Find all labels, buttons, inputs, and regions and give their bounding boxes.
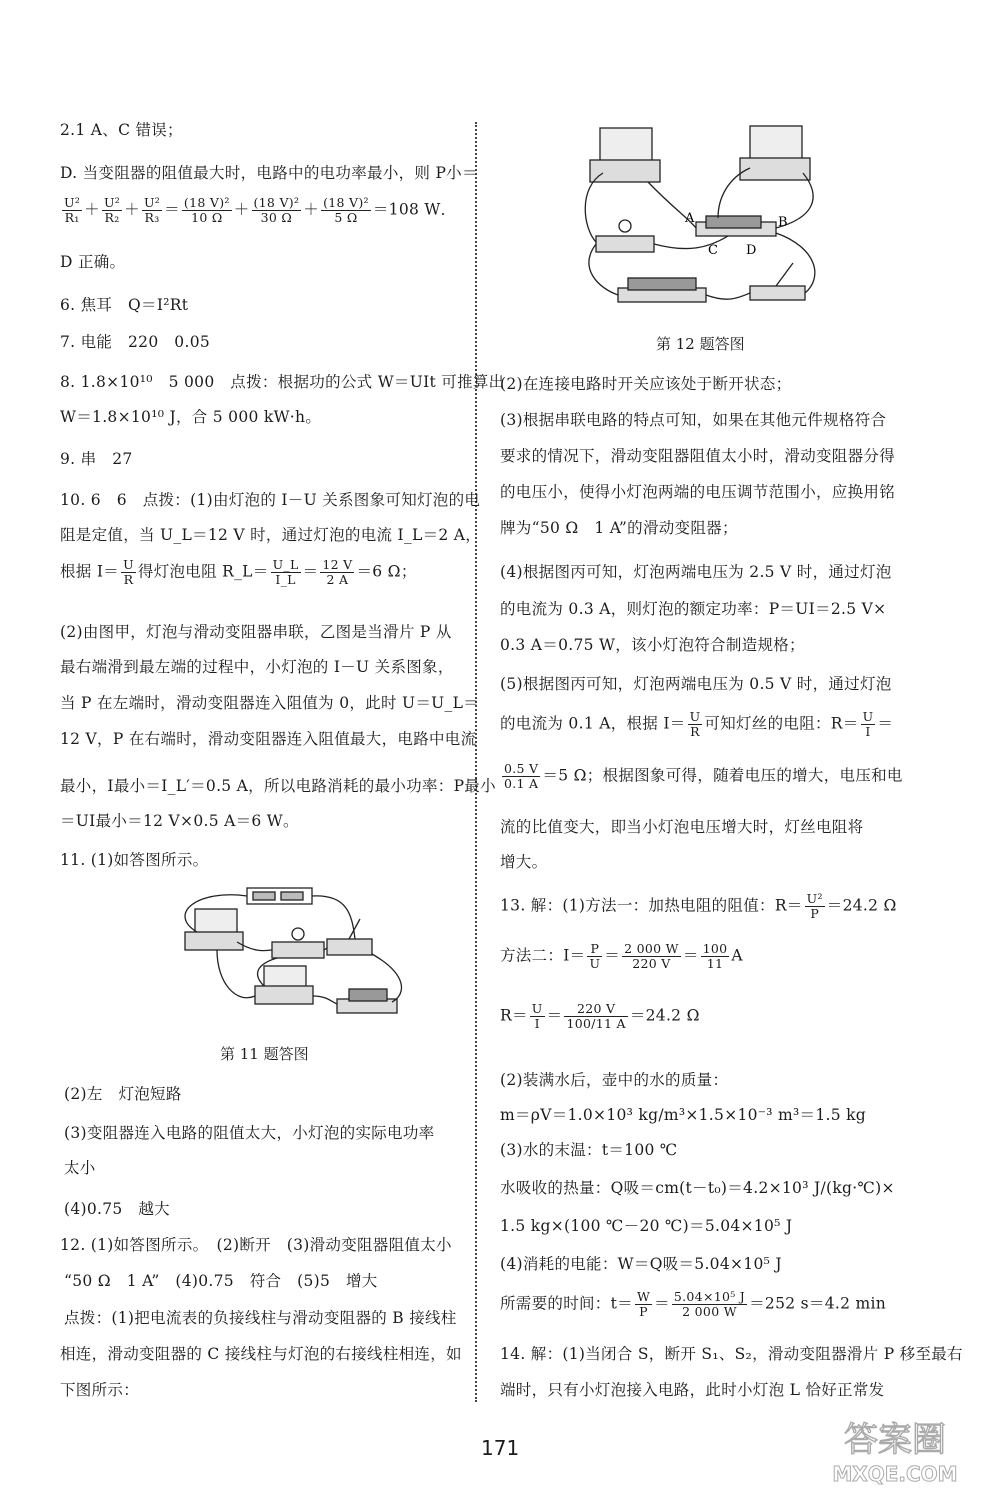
text-line: 最右端滑到最左端的过程中，小灯泡的 I－U 关系图象， <box>60 658 454 676</box>
text-line: 点拨：(1)把电流表的负接线柱与滑动变阻器的 B 接线柱 <box>64 1309 457 1327</box>
text-line: “50 Ω 1 A” (4)0.75 符合 (5)5 增大 <box>64 1272 378 1290</box>
text-line: 端时，只有小灯泡接入电路，此时小灯泡 L 恰好正常发 <box>500 1381 885 1399</box>
svg-text:MXQE.COM: MXQE.COM <box>832 1462 958 1486</box>
fraction: $\frac{\text{(18 V)²}}{10 \Omega}$ <box>183 195 230 225</box>
text-line: 牌为“50 Ω 1 A”的滑动变阻器； <box>500 519 738 537</box>
fraction: $\frac{\text{U²}}{\text{R₂}}$ <box>103 195 121 225</box>
formula-line: 所需要的时间：t＝ $\frac{W}{P}$ ＝ $\frac{\text{5.04×10⁵ J}}{2 000 W}$ ＝252 s＝4.2 min <box>500 1289 887 1319</box>
answer-10: 10. 6 6 点拨：(1)由灯泡的 I－U 关系图象可知灯泡的电 <box>60 491 481 509</box>
text-line: ＝UI最小＝12 V×0.5 A＝6 W。 <box>60 812 299 830</box>
fraction: $\frac{\text{U²}}{\text{R₃}}$ <box>143 195 161 225</box>
text-line: 0.3 A＝0.75 W，该小灯泡符合制造规格； <box>500 636 805 654</box>
figure-11-caption: 第 11 题答图 <box>220 1045 309 1063</box>
text-line: W＝1.8×10¹⁰ J，合 5 000 kW·h。 <box>60 408 322 426</box>
formula-line: 方法二：I＝ $\frac{P}{U}$ ＝ $\frac{2 000 W}{220 V}$ ＝ $\frac{100}{11}$ A <box>500 941 743 971</box>
figure-12-caption: 第 12 题答图 <box>656 335 745 353</box>
svg-text:A: A <box>685 211 695 226</box>
answer-8: 8. 1.8×10¹⁰ 5 000 点拨：根据功的公式 W＝UIt 可推算出 <box>60 373 505 391</box>
fraction: $\frac{\text{(18 V)²}}{5 \Omega}$ <box>323 195 369 225</box>
formula-line: 的电流为 0.1 A，根据 I＝ $\frac{U}{R}$ 可知灯丝的电阻：R＝ $\frac{U}{I}$ ＝ <box>500 709 894 739</box>
text-line: (3)根据串联电路的特点可知，如果在其他元件规格符合 <box>500 411 887 429</box>
text-line: 12 V，P 在右端时，滑动变阻器连入阻值最大，电路中电流 <box>60 730 477 748</box>
formula-line: $\frac{0.5 V}{0.1 A}$ ＝5 Ω；根据图象可得，随着电压的增大，电压和电 <box>504 761 903 791</box>
answer-7: 7. 电能 220 0.05 <box>60 333 211 351</box>
answer-12: 12. (1)如答图所示。 (2)断开 (3)滑动变阻器阻值太小 <box>60 1236 452 1254</box>
text-line: 2.1 A、C 错误； <box>60 121 183 139</box>
text-line: 水吸收的热量：Q吸＝cm(t－t₀)＝4.2×10³ J/(kg·℃)× <box>500 1179 895 1197</box>
text-line: 最小，I最小＝I_L′＝0.5 A，所以电路消耗的最小功率：P最小 <box>60 777 496 795</box>
answer-6: 6. 焦耳 Q＝I²Rt <box>60 296 189 314</box>
text-line: D 正确。 <box>60 253 126 271</box>
text-line: 太小 <box>64 1159 96 1177</box>
text-line: 的电流为 0.3 A，则灯泡的额定功率：P＝UI＝2.5 V× <box>500 600 887 618</box>
text-line: (2)在连接电路时开关应该处于断开状态； <box>500 375 792 393</box>
text-line: 1.5 kg×(100 ℃－20 ℃)＝5.04×10⁵ J <box>500 1217 793 1235</box>
text-line: 下图所示： <box>60 1381 140 1399</box>
formula-line: R＝ $\frac{U}{I}$ ＝ $\frac{220 V}{100/11 A}$ ＝24.2 Ω <box>500 1001 700 1031</box>
text-line: 当 P 在左端时，滑动变阻器连入阻值为 0，此时 U＝U_L＝ <box>60 694 479 712</box>
page-number: 171 <box>481 1436 520 1460</box>
circuit-figure-11 <box>177 884 417 1019</box>
text-line: 的电压小，使得小灯泡两端的电压调节范围小，应换用铭 <box>500 483 896 501</box>
text-line: (3)水的末温：t＝100 ℃ <box>500 1141 678 1159</box>
answer-11: 11. (1)如答图所示。 <box>60 851 209 869</box>
svg-text:B: B <box>778 215 788 230</box>
answer-13: 13. 解：(1)方法一：加热电阻的阻值：R＝ $\frac{\text{U²}}{P}$ ＝24.2 Ω <box>500 891 897 921</box>
svg-text:答案圈: 答案圈 <box>844 1420 946 1460</box>
column-divider <box>475 122 477 1402</box>
text-line: D. 当变阻器的阻值最大时，电路中的电功率最小，则 P小＝ <box>60 164 478 182</box>
answer-9: 9. 串 27 <box>60 450 133 468</box>
text-line: (4)消耗的电能：W＝Q吸＝5.04×10⁵ J <box>500 1255 782 1273</box>
formula-line: $\frac{\text{U²}}{\text{R₁}}$ ＋ $\frac{\text{U²}}{\text{R₂}}$ ＋ $\frac{\text{U²}}{\text{R₃}}$ ＝ $\frac{\text{(18 V)²}}{10 \Omega}$ ＋ $\frac{\text{(18 V)²}}{30 \Omega}$ ＋ $\frac{\text{(18 V)²}}{5 \Omega}$ ＝108 W． <box>64 195 457 225</box>
watermark-logo <box>820 1411 970 1489</box>
text-line: (2)装满水后，壶中的水的质量： <box>500 1071 729 1089</box>
text-line: (5)根据图丙可知，灯泡两端电压为 0.5 V 时，通过灯泡 <box>500 675 892 693</box>
text-line: 流的比值变大，即当小灯泡电压增大时，灯丝电阻将 <box>500 818 864 836</box>
text-line: (4)根据图丙可知，灯泡两端电压为 2.5 V 时，通过灯泡 <box>500 563 892 581</box>
circuit-figure-12 <box>578 118 828 308</box>
answer-14: 14. 解：(1)当闭合 S，断开 S₁、S₂，滑动变阻器滑片 P 移至最右 <box>500 1345 963 1363</box>
text-line: 阻是定值，当 U_L＝12 V 时，通过灯泡的电流 I_L＝2 A， <box>60 526 482 544</box>
text-line: 相连，滑动变阻器的 C 接线柱与灯泡的右接线柱相连，如 <box>60 1345 462 1363</box>
text-line: (2)左 灯泡短路 <box>64 1085 182 1103</box>
text-line: (4)0.75 越大 <box>64 1200 170 1218</box>
fraction: $\frac{\text{(18 V)²}}{30 \Omega}$ <box>253 195 300 225</box>
text-line: 增大。 <box>500 853 548 871</box>
svg-text:D: D <box>746 243 757 258</box>
text-line: 要求的情况下，滑动变阻器阻值太小时，滑动变阻器分得 <box>500 447 896 465</box>
text-line: (2)由图甲，灯泡与滑动变阻器串联，乙图是当滑片 P 从 <box>60 623 452 641</box>
formula-line: 根据 I＝ $\frac{U}{R}$ 得灯泡电阻 R_L＝ $\frac{U\_L}{I\_L}$ ＝ $\frac{12 V}{2 A}$ ＝6 Ω； <box>60 557 417 587</box>
svg-text:C: C <box>708 243 718 258</box>
text-line: m＝ρV＝1.0×10³ kg/m³×1.5×10⁻³ m³＝1.5 kg <box>500 1106 867 1124</box>
text-line: (3)变阻器连入电路的阻值太大，小灯泡的实际电功率 <box>64 1124 435 1142</box>
fraction: $\frac{\text{U²}}{\text{R₁}}$ <box>64 195 81 225</box>
